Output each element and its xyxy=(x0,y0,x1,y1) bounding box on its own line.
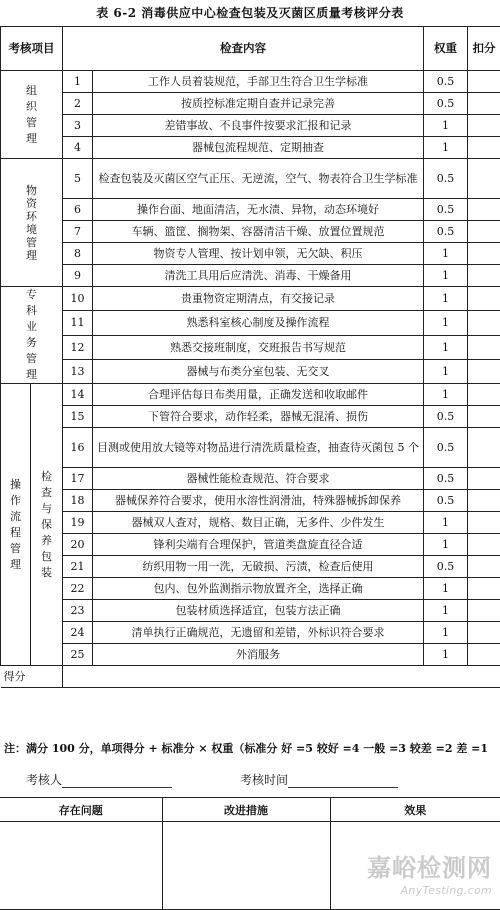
row-weight: 1 xyxy=(424,622,468,644)
row-content: 检查包装及灭菌区空气正压、无逆流，空气、物表符合卫生学标准 xyxy=(93,159,424,199)
row-deduct[interactable] xyxy=(468,406,500,428)
row-deduct[interactable] xyxy=(468,221,500,243)
row-number: 25 xyxy=(63,644,93,666)
table-row xyxy=(1,335,500,359)
row-weight: 0.5 xyxy=(424,221,468,243)
row-content: 锋利尖端有合理保护，管道类盘旋直径合适 xyxy=(93,534,424,556)
table-row xyxy=(1,578,500,600)
group-specialty-label xyxy=(1,287,63,384)
row-deduct[interactable] xyxy=(468,199,500,221)
problem-cell[interactable] xyxy=(0,822,162,910)
row-content: 按质控标准定期自查并记录完善 xyxy=(93,93,424,115)
row-deduct[interactable] xyxy=(468,335,500,359)
row-content: 清洗工具用后应清洗、消毒、干燥备用 xyxy=(93,265,424,287)
row-number: 14 xyxy=(63,384,93,406)
row-number: 4 xyxy=(63,137,93,159)
header-effect: 效果 xyxy=(330,798,500,822)
score-weight-cell xyxy=(424,666,468,688)
group-operation-sub-label xyxy=(31,384,63,666)
group-operation-label xyxy=(1,384,31,666)
row-weight: 0.5 xyxy=(424,71,468,93)
row-number: 5 xyxy=(63,159,93,199)
assessor-field[interactable] xyxy=(26,771,172,788)
table-row xyxy=(1,622,500,644)
scoring-note: 注：满分 100 分，单项得分 + 标准分 × 权重（标准分 好 =5 较好 =4 一般 =3 较差 =2 差 =1 xyxy=(4,740,488,756)
table-row xyxy=(1,199,500,221)
row-deduct[interactable] xyxy=(468,578,500,600)
row-content: 物资专人管理、按计划申领，无欠缺、积压 xyxy=(93,243,424,265)
table-row xyxy=(1,159,500,199)
group-org-label xyxy=(1,71,63,159)
row-number: 17 xyxy=(63,468,93,490)
row-deduct[interactable] xyxy=(468,512,500,534)
row-number: 11 xyxy=(63,311,93,335)
row-number: 19 xyxy=(63,512,93,534)
row-weight: 1 xyxy=(424,644,468,666)
row-deduct[interactable] xyxy=(468,71,500,93)
row-deduct[interactable] xyxy=(468,265,500,287)
row-weight: 0.5 xyxy=(424,468,468,490)
table-row xyxy=(1,406,500,428)
group-label-text: 物资环境管理 xyxy=(25,184,39,262)
measure-cell[interactable] xyxy=(162,822,330,910)
row-content: 器械双人查对，规格、数目正确，无多件、少件发生 xyxy=(93,512,424,534)
row-deduct[interactable] xyxy=(468,490,500,512)
row-deduct[interactable] xyxy=(468,93,500,115)
assessor-label: 考核人 xyxy=(26,773,62,787)
row-number: 13 xyxy=(63,359,93,383)
row-number: 21 xyxy=(63,556,93,578)
row-weight: 0.5 xyxy=(424,556,468,578)
row-deduct[interactable] xyxy=(468,622,500,644)
row-content: 纺织用物一用一洗，无破损、污渍，检查后使用 xyxy=(93,556,424,578)
row-deduct[interactable] xyxy=(468,534,500,556)
header-deduct: 扣分 xyxy=(468,27,500,71)
header-problem: 存在问题 xyxy=(0,798,162,822)
watermark-cn: 嘉峪检测网 xyxy=(367,848,492,883)
row-deduct[interactable] xyxy=(468,468,500,490)
header-item: 考核项目 xyxy=(1,27,63,71)
time-field[interactable] xyxy=(240,771,398,788)
evaluation-table xyxy=(0,26,500,688)
table-row xyxy=(1,384,500,406)
row-weight: 1 xyxy=(424,243,468,265)
row-number: 15 xyxy=(63,406,93,428)
row-deduct[interactable] xyxy=(468,428,500,468)
row-deduct[interactable] xyxy=(468,311,500,335)
row-number: 7 xyxy=(63,221,93,243)
table-row xyxy=(1,287,500,311)
row-weight: 1 xyxy=(424,137,468,159)
row-deduct[interactable] xyxy=(468,159,500,199)
row-content: 差错事故、不良事件按要求汇报和记录 xyxy=(93,115,424,137)
table-row xyxy=(1,428,500,468)
row-content: 器械保养符合要求，使用水溶性润滑油，特殊器械拆卸保养 xyxy=(93,490,424,512)
group-label-text: 操作流程管理 xyxy=(9,477,23,573)
row-content: 器械包流程规范、定期抽查 xyxy=(93,137,424,159)
row-content: 熟悉交接班制度，交班报告书写规范 xyxy=(93,335,424,359)
row-content: 包装材质选择适宜，包装方法正确 xyxy=(93,600,424,622)
row-weight: 0.5 xyxy=(424,428,468,468)
row-weight: 1 xyxy=(424,600,468,622)
table-row xyxy=(1,644,500,666)
row-weight: 1 xyxy=(424,384,468,406)
table-row xyxy=(1,93,500,115)
header-measure: 改进措施 xyxy=(162,798,330,822)
table-row xyxy=(1,512,500,534)
row-deduct[interactable] xyxy=(468,600,500,622)
watermark xyxy=(367,848,492,897)
row-content: 清单执行正确规范，无遗留和差错，外标识符合要求 xyxy=(93,622,424,644)
row-content: 工作人员着装规范，手部卫生符合卫生学标准 xyxy=(93,71,424,93)
row-content: 外消服务 xyxy=(93,644,424,666)
row-weight: 0.5 xyxy=(424,159,468,199)
row-number: 12 xyxy=(63,335,93,359)
table-row xyxy=(1,71,500,93)
header-content: 检查内容 xyxy=(63,27,424,71)
table-row xyxy=(1,221,500,243)
row-weight: 0.5 xyxy=(424,490,468,512)
group-label-text: 专科业务管理 xyxy=(25,287,39,383)
row-content: 目测或使用放大镜等对物品进行清洗质量检查，抽查待灭菌包 5 个 xyxy=(93,428,424,468)
row-number: 20 xyxy=(63,534,93,556)
table-row xyxy=(1,468,500,490)
group-sub-label-text: 检查与保养包装 xyxy=(40,469,54,581)
row-weight: 1 xyxy=(424,311,468,335)
table-row xyxy=(1,311,500,335)
row-deduct[interactable] xyxy=(468,115,500,137)
score-label: 得分 xyxy=(1,666,63,688)
row-weight: 1 xyxy=(424,335,468,359)
row-number: 1 xyxy=(63,71,93,93)
row-deduct[interactable] xyxy=(468,243,500,265)
score-deduct-cell xyxy=(468,666,500,688)
row-number: 3 xyxy=(63,115,93,137)
assessor-line[interactable] xyxy=(62,776,172,788)
row-number: 10 xyxy=(63,287,93,311)
row-content: 合理评估每日布类用量，正确发送和收取邮件 xyxy=(93,384,424,406)
row-content: 器械性能检查规范、符合要求 xyxy=(93,468,424,490)
row-content: 操作台面、地面清洁，无水渍、异物，动态环境好 xyxy=(93,199,424,221)
row-number: 8 xyxy=(63,243,93,265)
group-material-label xyxy=(1,159,63,287)
table-title: 表 6-2 消毒供应中心检查包装及灭菌区质量考核评分表 xyxy=(0,4,500,21)
row-deduct[interactable] xyxy=(468,556,500,578)
table-row xyxy=(1,265,500,287)
row-deduct[interactable] xyxy=(468,137,500,159)
table-row xyxy=(1,490,500,512)
row-number: 9 xyxy=(63,265,93,287)
row-weight: 1 xyxy=(424,287,468,311)
row-content: 下管符合要求，动作轻柔，器械无混淆、损伤 xyxy=(93,406,424,428)
table-row xyxy=(1,115,500,137)
header-weight: 权重 xyxy=(424,27,468,71)
row-number: 6 xyxy=(63,199,93,221)
row-weight: 0.5 xyxy=(424,406,468,428)
row-number: 23 xyxy=(63,600,93,622)
row-weight: 0.5 xyxy=(424,93,468,115)
row-number: 18 xyxy=(63,490,93,512)
row-content: 器械与布类分室包装、无交叉 xyxy=(93,359,424,383)
row-number: 16 xyxy=(63,428,93,468)
time-label: 考核时间 xyxy=(240,773,288,787)
row-number: 24 xyxy=(63,622,93,644)
table-row xyxy=(1,600,500,622)
row-weight: 1 xyxy=(424,115,468,137)
row-weight: 1 xyxy=(424,359,468,383)
row-deduct[interactable] xyxy=(468,359,500,383)
table-row xyxy=(1,556,500,578)
table-row xyxy=(1,243,500,265)
row-weight: 0.5 xyxy=(424,199,468,221)
time-line[interactable] xyxy=(288,776,398,788)
row-weight: 1 xyxy=(424,578,468,600)
table-row xyxy=(1,359,500,383)
row-number: 22 xyxy=(63,578,93,600)
row-weight: 1 xyxy=(424,512,468,534)
score-value[interactable] xyxy=(63,666,424,688)
row-number: 2 xyxy=(63,93,93,115)
row-weight: 1 xyxy=(424,534,468,556)
row-content: 包内、包外监测指示物放置齐全，选择正确 xyxy=(93,578,424,600)
row-content: 贵重物资定期清点，有交接记录 xyxy=(93,287,424,311)
row-content: 熟悉科室核心制度及操作流程 xyxy=(93,311,424,335)
watermark-en: AnyTesting.com xyxy=(367,884,492,897)
row-content: 车辆、篮筐、搁物架、容器清洁干燥、放置位置规范 xyxy=(93,221,424,243)
table-row xyxy=(1,534,500,556)
row-weight: 1 xyxy=(424,265,468,287)
row-deduct[interactable] xyxy=(468,644,500,666)
row-deduct[interactable] xyxy=(468,287,500,311)
group-label-text: 组织管理 xyxy=(25,83,39,147)
table-row xyxy=(1,137,500,159)
row-deduct[interactable] xyxy=(468,384,500,406)
